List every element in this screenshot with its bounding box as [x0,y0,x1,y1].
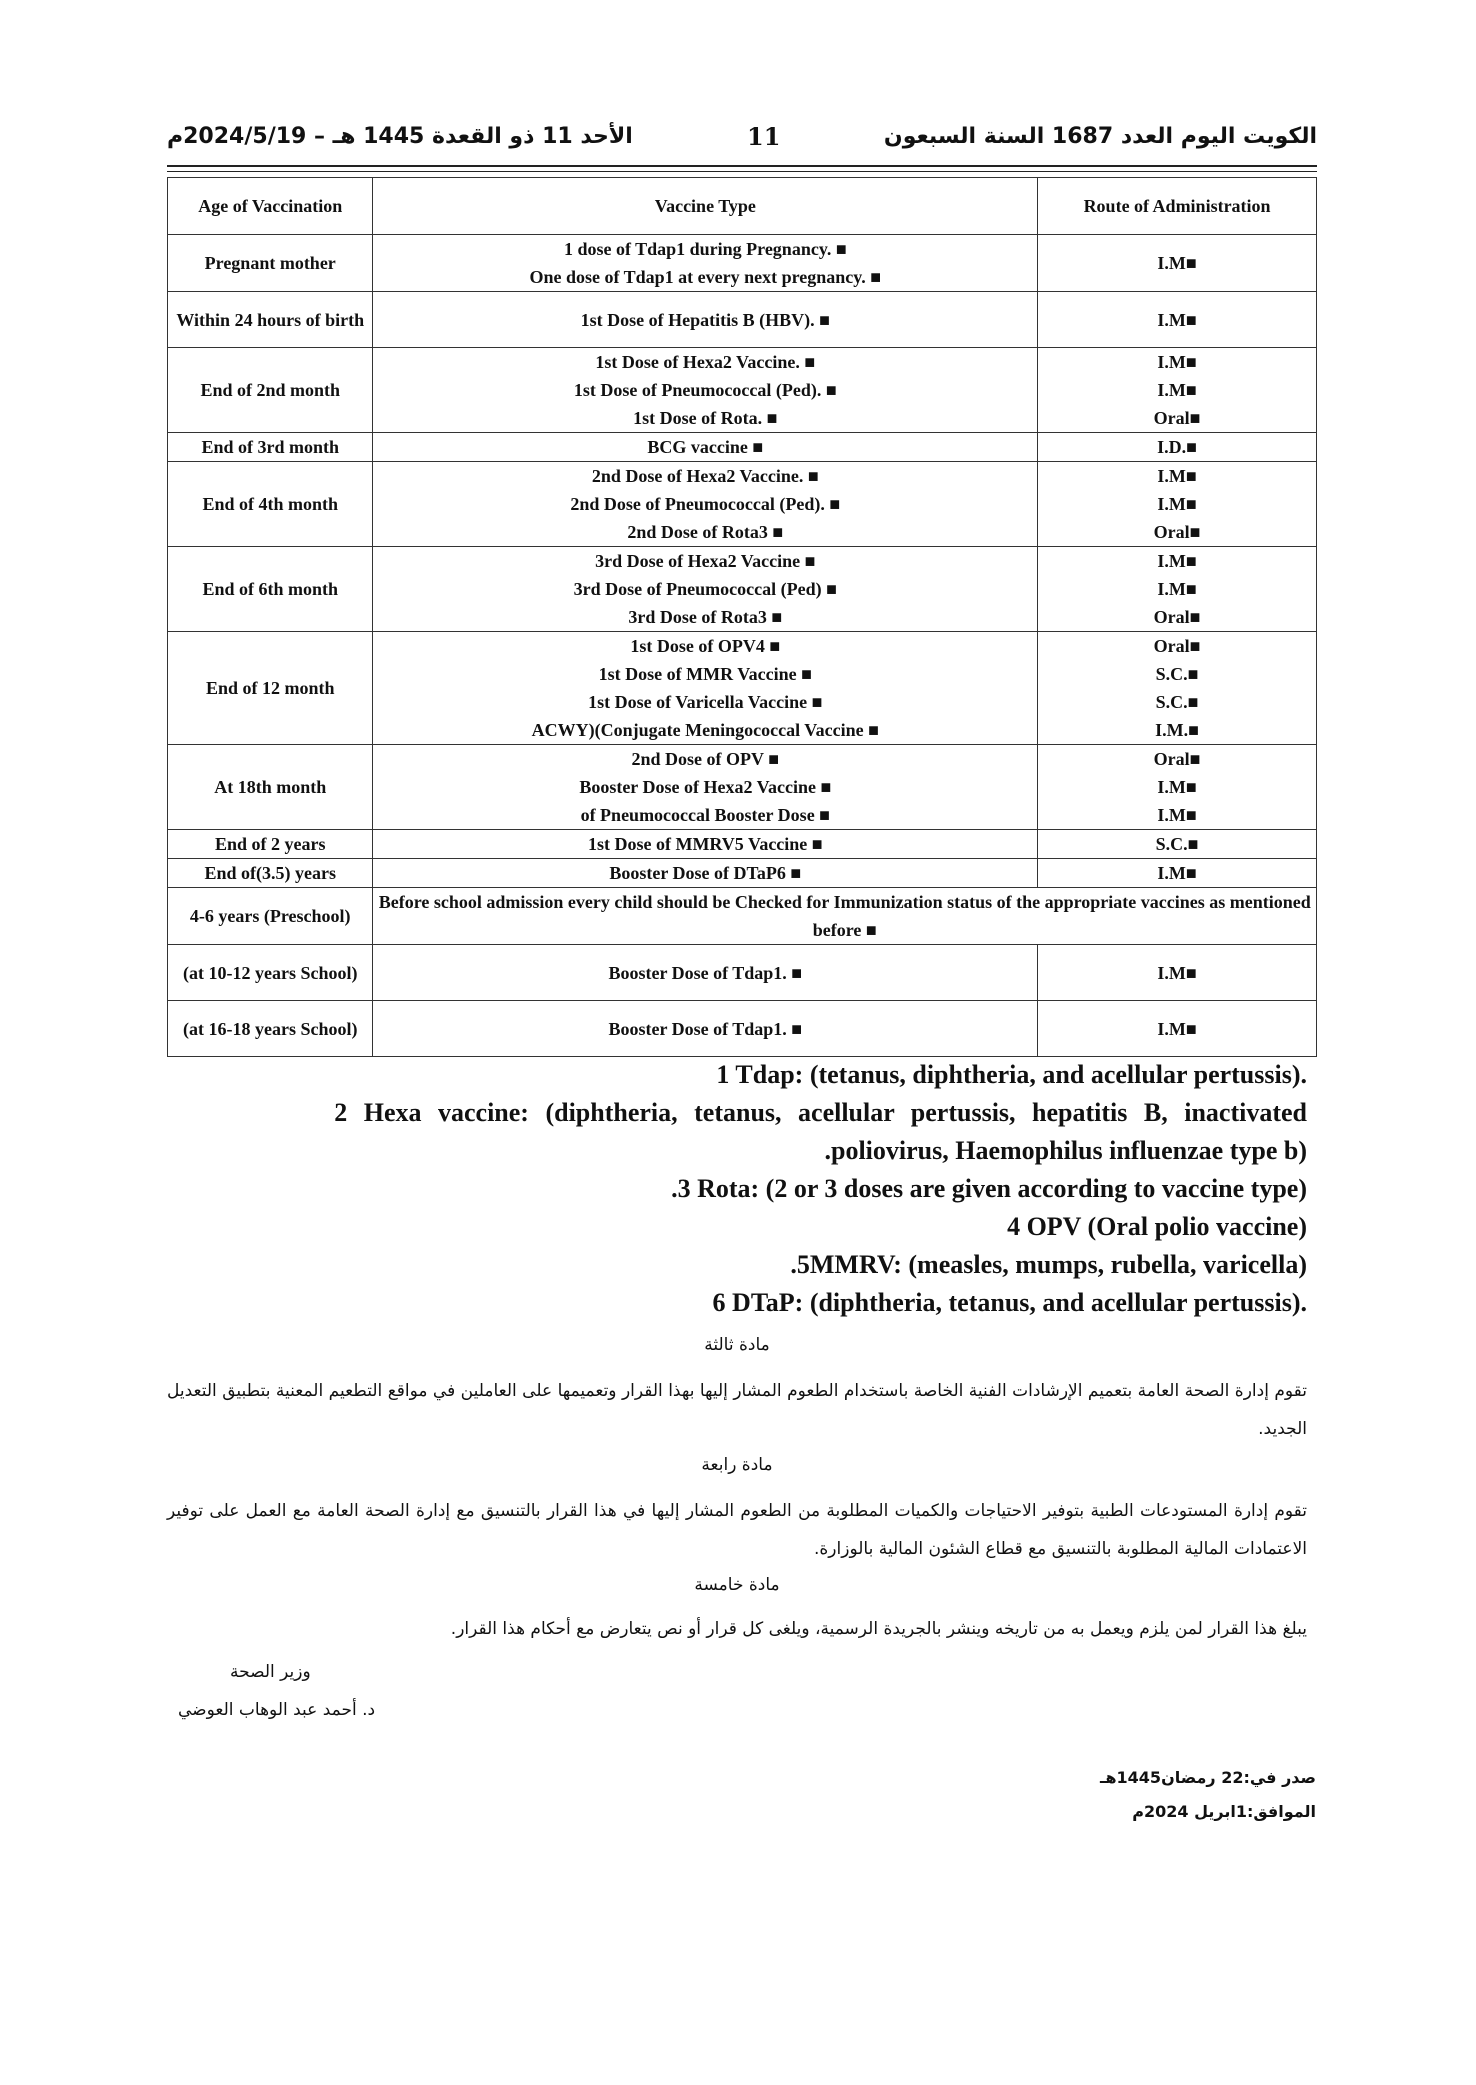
age-cell: End of(3.5) years [168,859,373,888]
vaccine-type-cell [373,547,1038,632]
route-line: I.M■ [1157,466,1197,486]
issue-date: الأحد 11 ذو القعدة 1445 هـ – 2024/5/19م [167,124,633,149]
vaccination-schedule-table [167,177,1317,1057]
article-3-title: مادة ثالثة [704,1335,770,1355]
age-cell: (at 10-12 years School) [168,945,373,1001]
col-header-route: Route of Administration [1038,178,1317,235]
age-cell: At 18th month [168,745,373,830]
footnote-3: .3 Rota: (2 or 3 doses are given according to vaccine type) [671,1174,1307,1203]
vaccine-type-cell [373,235,1038,292]
route-line: I.M■ [1157,863,1197,883]
vaccine-type-line: Booster Dose of DTaP6 ■ [609,863,802,883]
route-line: I.M■ [1157,551,1197,571]
route-line: S.C.■ [1155,664,1199,684]
footnote-2b: .poliovirus, Haemophilus influenzae type b) [824,1136,1307,1165]
table-row [168,745,1317,830]
footnote-5: .5MMRV: (measles, mumps, rubella, varicella) [790,1250,1307,1279]
route-cell [1038,348,1317,433]
route-line: Oral■ [1153,749,1201,769]
table-row [168,888,1317,945]
vaccine-type-line: 1st Dose of MMR Vaccine ■ [598,664,812,684]
route-line: I.M■ [1157,309,1197,330]
vaccine-type-line: 1st Dose of OPV4 ■ [630,636,781,656]
article-3-text: تقوم إدارة الصحة العامة بتعميم الإرشادات الفنية الخاصة باستخدام الطعوم المشار إليها بهذا القرار وتعميمها على العاملين في مواقع التطعيم المعنية بتطبيق التعديل الجديد. [167,1381,1307,1439]
vaccine-type-line: 3rd Dose of Rota3 ■ [628,607,783,627]
table-row [168,830,1317,859]
article-5-text: يبلغ هذا القرار لمن يلزم ويعمل به من تاريخه وينشر بالجريدة الرسمية، ويلغى كل قرار أو نص يتعارض مع أحكام هذا القرار. [450,1619,1307,1639]
vaccine-type-line: 1st Dose of MMRV5 Vaccine ■ [587,834,823,854]
age-cell: End of 4th month [168,462,373,547]
route-cell [1038,292,1317,348]
article-4-title: مادة رابعة [701,1455,773,1475]
vaccine-type-cell [373,745,1038,830]
route-line: Oral■ [1153,522,1201,542]
table-row [168,462,1317,547]
vaccine-type-line: of Pneumococcal Booster Dose ■ [580,805,831,825]
vaccine-type-line: 1st Dose of Varicella Vaccine ■ [588,692,823,712]
vaccine-type-line: 1st Dose of Hepatitis B (HBV). ■ [580,309,830,330]
route-line: I.M■ [1157,962,1197,983]
table-row [168,1001,1317,1057]
vaccine-type-line: 1st Dose of Pneumococcal (Ped). ■ [573,380,837,400]
vaccine-type-line: 2nd Dose of Hexa2 Vaccine. ■ [591,466,819,486]
route-cell [1038,830,1317,859]
article-5-title: مادة خامسة [694,1575,780,1595]
vaccine-type-cell [373,433,1038,462]
corresponding-date: الموافق:1ابريل 2024م [1132,1802,1316,1821]
route-line: I.M■ [1157,777,1197,797]
page-number: 11 [747,122,781,151]
age-cell: End of 2nd month [168,348,373,433]
age-cell: (at 16-18 years School) [168,1001,373,1057]
vaccine-type-cell [373,462,1038,547]
vaccine-type-line: 2nd Dose of Pneumococcal (Ped). ■ [570,494,841,514]
minister-name: د. أحمد عبد الوهاب العوضي [178,1700,376,1720]
age-cell: End of 2 years [168,830,373,859]
route-cell [1038,462,1317,547]
table-row [168,292,1317,348]
route-line: S.C.■ [1155,692,1199,712]
route-line: I.M■ [1157,579,1197,599]
table-row [168,235,1317,292]
age-cell: Pregnant mother [168,235,373,292]
footnote-2a: 2 Hexa vaccine: (diphtheria, tetanus, acellular pertussis, hepatitis B, inactivated [334,1098,1307,1127]
route-cell [1038,235,1317,292]
route-cell [1038,1001,1317,1057]
route-line: I.M■ [1157,253,1197,273]
vaccine-type-line: One dose of Tdap1 at every next pregnancy. ■ [529,267,882,287]
vaccine-type-line: 3rd Dose of Pneumococcal (Ped) ■ [573,579,837,599]
note-cell: Before school admission every child should be Checked for Immunization status of the appropriate vaccines as mentioned before ■ [373,888,1317,945]
route-line: I.M■ [1157,494,1197,514]
vaccine-type-line: 2nd Dose of OPV ■ [631,749,780,769]
age-cell: Within 24 hours of birth [168,292,373,348]
article-4-text: تقوم إدارة المستودعات الطبية بتوفير الاحتياجات والكميات المطلوبة من الطعوم المشار إليها في هذا القرار بالتنسيق مع إدارة الصحة العامة مع العمل على توفير الاعتمادات المالية المطلوبة بالتنسيق مع قطاع الشئون المالية بالوزارة. [167,1501,1307,1559]
table-row [168,547,1317,632]
route-line: I.M■ [1157,352,1197,372]
footnote-1: 1 Tdap: (tetanus, diphtheria, and acellular pertussis). [716,1060,1307,1089]
issued-date: صدر في:22 رمضان1445هـ [1099,1768,1316,1787]
route-cell [1038,945,1317,1001]
vaccine-type-cell [373,292,1038,348]
age-cell: 4-6 years (Preschool) [168,888,373,945]
footnote-6: 6 DTaP: (diphtheria, tetanus, and acellular pertussis). [712,1288,1307,1317]
route-cell [1038,547,1317,632]
age-cell: End of 12 month [168,632,373,745]
vaccine-type-line: 1st Dose of Hexa2 Vaccine. ■ [595,352,816,372]
vaccine-type-line: ACWY)(Conjugate Meningococcal Vaccine ■ [531,720,879,740]
vaccine-type-cell [373,632,1038,745]
header-rule [167,165,1317,167]
vaccine-type-cell [373,348,1038,433]
route-cell [1038,433,1317,462]
table-header-row [168,178,1317,235]
route-line: I.M■ [1157,1018,1197,1039]
vaccine-type-line: Booster Dose of Hexa2 Vaccine ■ [579,777,832,797]
table-row [168,433,1317,462]
route-line: Oral■ [1153,607,1201,627]
minister-title: وزير الصحة [230,1662,311,1682]
route-line: Oral■ [1153,636,1201,656]
age-cell: End of 3rd month [168,433,373,462]
vaccine-type-cell [373,830,1038,859]
vaccine-type-cell [373,859,1038,888]
vaccine-type-cell [373,1001,1038,1057]
route-line: I.D.■ [1157,437,1198,457]
vaccine-type-line: Booster Dose of Tdap1. ■ [608,1018,803,1039]
vaccine-type-line: Booster Dose of Tdap1. ■ [608,962,803,983]
table-row [168,632,1317,745]
vaccine-type-line: 2nd Dose of Rota3 ■ [627,522,784,542]
route-line: I.M.■ [1155,720,1200,740]
route-line: I.M■ [1157,380,1197,400]
age-cell: End of 6th month [168,547,373,632]
col-header-age: Age of Vaccination [168,178,373,235]
vaccine-type-line: 1st Dose of Rota. ■ [633,408,778,428]
vaccine-type-cell [373,945,1038,1001]
table-row [168,348,1317,433]
issue-info: الكويت اليوم العدد 1687 السنة السبعون [883,124,1317,149]
route-cell [1038,745,1317,830]
table-row [168,859,1317,888]
vaccine-type-line: 1 dose of Tdap1 during Pregnancy. ■ [563,239,847,259]
route-line: S.C.■ [1155,834,1199,854]
header-rule-thin [167,171,1317,172]
route-line: I.M■ [1157,805,1197,825]
col-header-type: Vaccine Type [373,178,1038,235]
route-cell [1038,859,1317,888]
footnote-4: 4 OPV (Oral polio vaccine) [1007,1212,1307,1241]
page-header [167,120,1317,160]
route-cell [1038,632,1317,745]
route-line: Oral■ [1153,408,1201,428]
vaccine-type-line: 3rd Dose of Hexa2 Vaccine ■ [595,551,816,571]
vaccine-type-line: BCG vaccine ■ [647,437,764,457]
table-row [168,945,1317,1001]
